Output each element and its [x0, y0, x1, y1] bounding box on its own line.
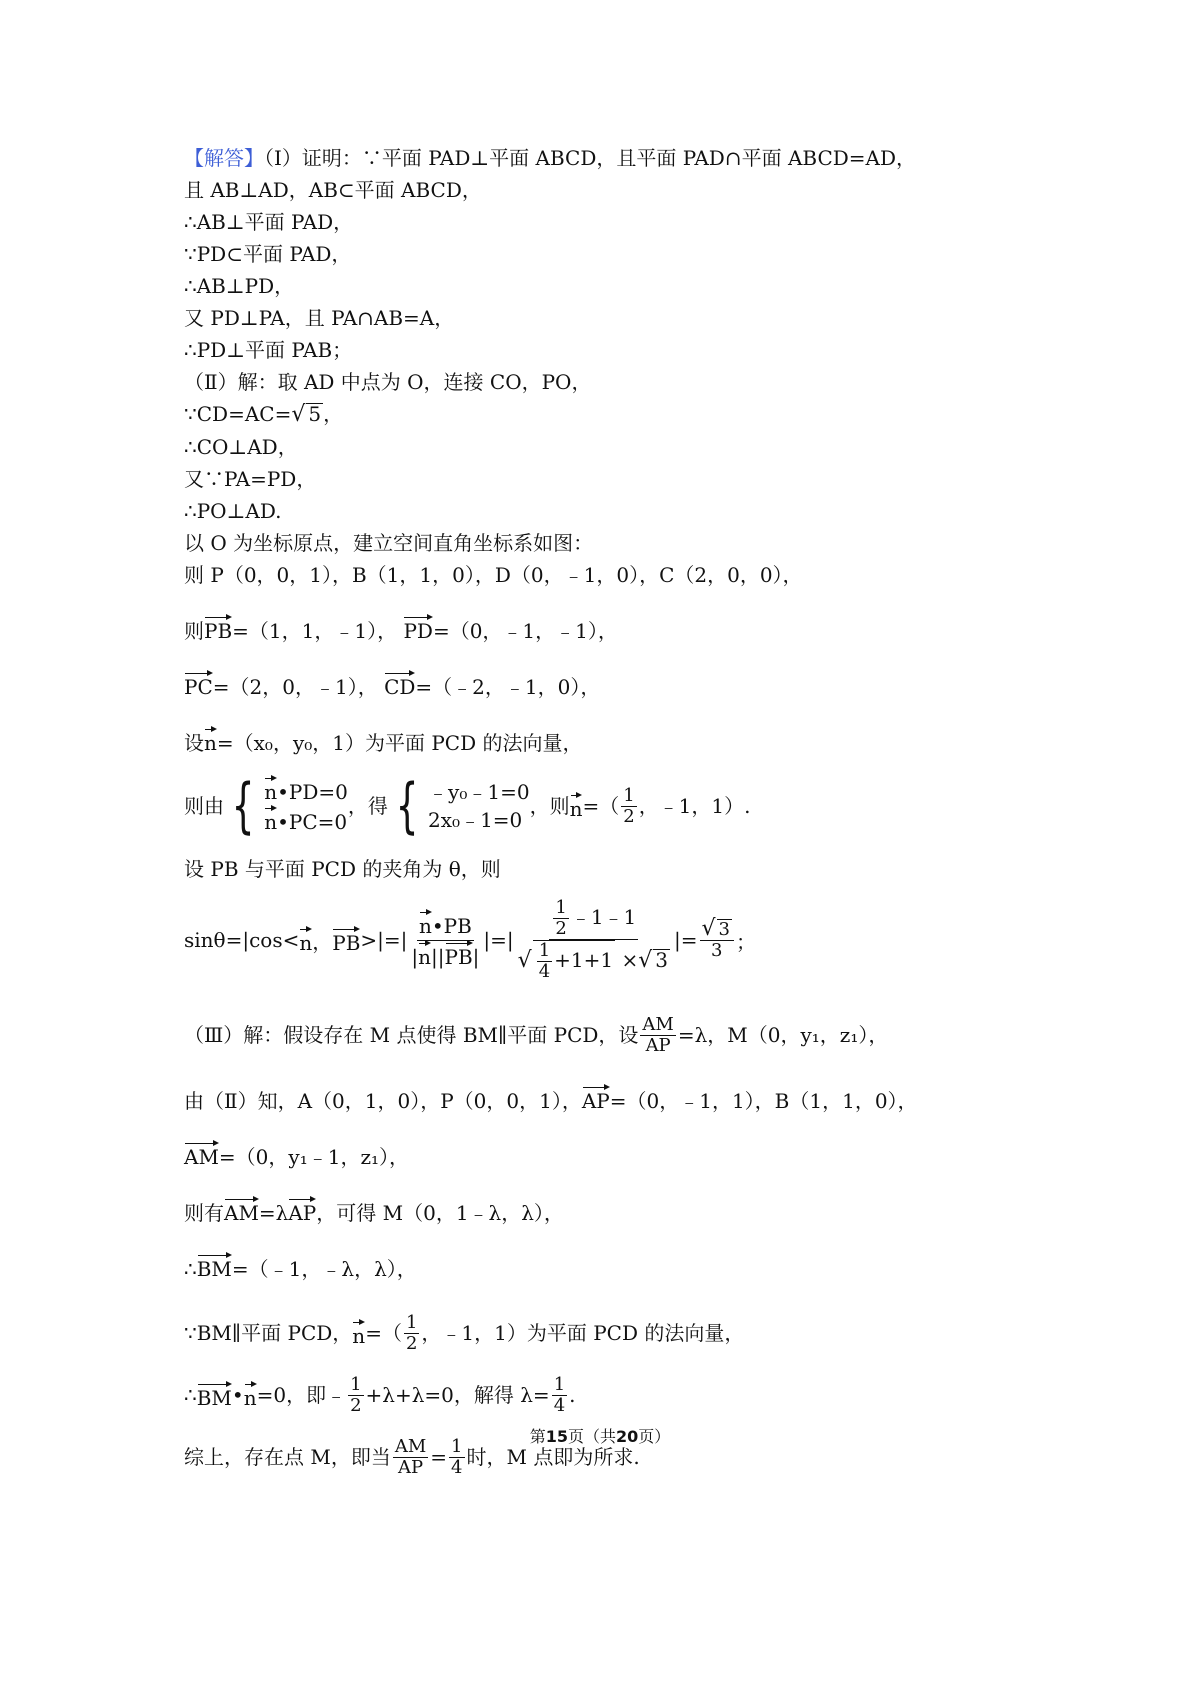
vector-ap: AP: [582, 1085, 610, 1111]
p2-line-4: 又∵PA=PD，: [184, 467, 317, 491]
p1-line-2: 且 AB⊥AD，AB⊂平面 ABCD，: [184, 178, 482, 202]
vector-bm: BM: [197, 1253, 232, 1279]
p3-line-7: ∴ BM • n =0，即﹣ $\frac{1}{2}$ +λ+λ=0，解得 λ= $\frac{1}{4}$ .: [184, 1373, 576, 1416]
vector-pc-cd-line: PC=（2，0，﹣1）， CD=（﹣2，﹣1，0），: [184, 671, 1084, 703]
p2-line-7: 则 P（0，0，1），B（1，1，0），D（0，﹣1，0），C（2，0，0），: [184, 563, 803, 587]
p2-line-1: （Ⅱ）解：取 AD 中点为 O，连接 CO，PO，: [184, 370, 592, 394]
page-footer: 第15页（共20页）: [529, 1427, 671, 1446]
vector-am: AM: [184, 1141, 219, 1167]
solution-body: [184, 142, 1084, 1481]
p1-line-6: 又 PD⊥PA，且 PA∩AB=A，: [184, 306, 455, 330]
vector-pb: PB: [204, 615, 232, 641]
p2-line-6: 以 O 为坐标原点，建立空间直角坐标系如图：: [184, 531, 594, 555]
vector-n: n: [204, 727, 217, 753]
fraction-result: $\frac{√ 3}{3}$: [700, 919, 734, 961]
system-2: { ﹣y₀﹣1=0 2x₀﹣1=0: [395, 771, 530, 841]
total-pages: 20: [616, 1427, 639, 1446]
answer-tag: 【解答】: [184, 146, 264, 170]
p3-line-3: AM=（0，y₁﹣1，z₁），: [184, 1141, 1084, 1173]
p1-line-4: ∵PD⊂平面 PAD，: [184, 242, 352, 266]
p3-line-6: ∵BM∥平面 PCD， n =（ $\frac{1}{2}$ ，﹣1，1）为平面 PCD 的法向量，: [184, 1311, 745, 1354]
fraction-one-half: $\frac{1}{2}$: [623, 784, 635, 827]
p3-line-5: ∴BM=（﹣1，﹣λ，λ），: [184, 1253, 1084, 1285]
vector-cd: CD: [384, 671, 415, 697]
p3-line-1: （Ⅲ）解：假设存在 M 点使得 BM∥平面 PCD，设 $\frac{AM}{AP}$ =λ，M（0，y₁，z₁），: [184, 1013, 889, 1056]
p1-line-7: ∴PD⊥平面 PAB；: [184, 338, 353, 362]
page-number: 15: [545, 1427, 568, 1446]
fraction-dot-over-norms: $\frac{n•PB}{|n||PB|}$: [409, 910, 481, 971]
vector-pb-pd-line: 则PB=（1，1，﹣1）， PD=（0，﹣1，﹣1），: [184, 615, 1084, 647]
sine-formula: sinθ=|cos< n ， PB >|=| $\frac{n•PB}{|n||PB|}$ |=| $\frac{1}{2}$ ﹣1﹣1 √ $\frac{1}{4}$ +1+1 ×√ 3 |= $\frac{√ 3}{3}$ ；: [184, 897, 756, 982]
p1-line-5: ∴AB⊥PD，: [184, 274, 295, 298]
p3-line-4: 则有AM=λAP，可得 M（0，1﹣λ，λ），: [184, 1197, 1084, 1229]
fraction-numeric: $\frac{1}{2}$ ﹣1﹣1 √ $\frac{1}{4}$ +1+1 ×√ 3: [517, 897, 668, 982]
angle-line: 设 PB 与平面 PCD 的夹角为 θ，则: [184, 857, 501, 881]
p1-line-1: 【解答】（Ⅰ）证明：∵平面 PAD⊥平面 ABCD，且平面 PAD∩平面 ABCD=AD，: [184, 146, 917, 170]
p2-line-3: ∴CO⊥AD，: [184, 435, 298, 459]
p3-line-8: 综上，存在点 M，即当 $\frac{AM}{AP}$ = $\frac{1}{4}$ 时，M 点即为所求.: [184, 1435, 640, 1478]
p3-line-2: 由（Ⅱ）知，A（0，1，0），P（0，0，1），AP=（0，﹣1，1），B（1，1，0），: [184, 1085, 1084, 1117]
p1-line-3: ∴AB⊥平面 PAD，: [184, 210, 354, 234]
vector-pc: PC: [184, 671, 213, 697]
p2-line-5: ∴PO⊥AD.: [184, 499, 282, 523]
vector-pd: PD: [403, 615, 433, 641]
normal-vector-line: 设n=（x₀，y₀，1）为平面 PCD 的法向量，: [184, 727, 1084, 759]
p2-line-2: ∵CD=AC=√ 5 ，: [184, 402, 344, 427]
system-1: { n•PD=0 n•PC=0: [231, 771, 348, 841]
equation-system-line: 则由 { n•PD=0 n•PC=0 ，得 { ﹣y₀﹣1=0 2x₀﹣1=0 ，则 n =（ $\frac{1}{2}$ ，﹣1，1）.: [184, 771, 751, 841]
